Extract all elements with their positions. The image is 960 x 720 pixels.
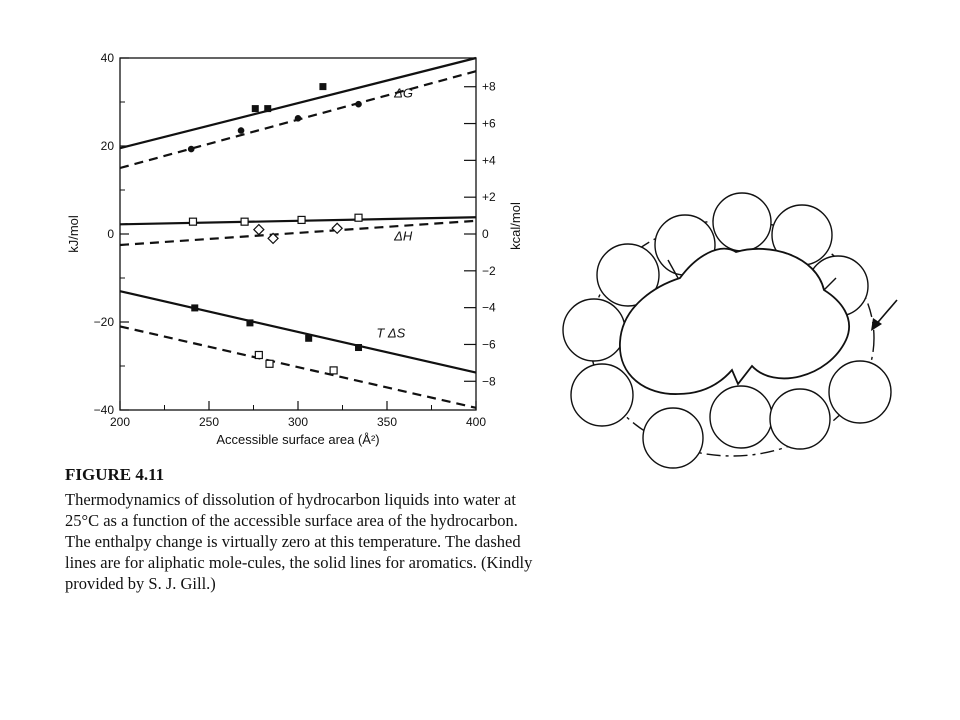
data-point (241, 218, 248, 225)
plot-frame (120, 58, 476, 410)
x-tick-label: 300 (287, 415, 309, 429)
data-point (264, 105, 271, 112)
y-right-tick-label: +2 (482, 190, 496, 205)
water-circle (643, 408, 703, 468)
water-circle (713, 193, 771, 251)
series-line (120, 326, 476, 407)
data-point (252, 105, 259, 112)
caption-heading: FIGURE 4.11 (65, 465, 165, 484)
series-annotation: ΔG (394, 85, 413, 101)
y-right-tick-label: −8 (482, 374, 496, 389)
y-right-tick-label: −4 (482, 300, 496, 315)
series-line (120, 58, 476, 148)
y-right-tick-label: 0 (482, 227, 489, 241)
data-point (332, 223, 342, 233)
x-tick-label: 400 (465, 415, 487, 429)
x-tick-label: 350 (376, 415, 398, 429)
water-circle (571, 364, 633, 426)
data-point (188, 146, 195, 153)
y-left-tick-label: 40 (100, 51, 114, 65)
water-circle (829, 361, 891, 423)
data-point (355, 214, 362, 221)
data-point (254, 225, 264, 235)
thermodynamics-chart (0, 0, 540, 460)
data-point (305, 335, 312, 342)
y-right-tick-label: +8 (482, 79, 496, 94)
series-annotation: ΔH (394, 228, 413, 244)
series-lines (120, 58, 476, 408)
data-point (255, 352, 262, 359)
x-tick-label: 200 (109, 415, 131, 429)
data-point (238, 127, 245, 134)
series-line (120, 221, 476, 245)
data-point (319, 83, 326, 90)
molecule-cavity-diagram (560, 190, 900, 480)
y-left-tick-label: −40 (93, 403, 114, 417)
data-point (330, 367, 337, 374)
series-annotations (376, 86, 413, 341)
series-line (120, 291, 476, 372)
water-circle (563, 299, 625, 361)
y-left-tick-label: 20 (100, 139, 114, 153)
water-circle (710, 386, 772, 448)
y-right-tick-label: +4 (482, 153, 496, 168)
tick-labels (94, 51, 496, 429)
x-axis-label: Accessible surface area (Å²) (216, 432, 380, 447)
y-right-tick-label: +6 (482, 116, 496, 131)
y-axis-label-right: kcal/mol (508, 202, 523, 250)
data-point (298, 216, 305, 223)
y-left-tick-label: 0 (107, 227, 114, 241)
data-point (191, 304, 198, 311)
series-points (188, 83, 362, 374)
data-point (189, 218, 196, 225)
y-axis-label-left: kJ/mol (66, 215, 81, 253)
data-point (295, 115, 302, 122)
data-point (246, 319, 253, 326)
data-point (355, 344, 362, 351)
series-annotation: T ΔS (376, 325, 406, 341)
y-right-tick-label: −6 (482, 337, 496, 352)
y-left-tick-label: −20 (93, 315, 114, 329)
data-point (355, 101, 362, 108)
x-tick-label: 250 (198, 415, 220, 429)
caption-body: Thermodynamics of dissolution of hydrocarbon liquids into water at 25°C as a function of the accessible surface area of the hydrocarbon. The enthalpy change is virtually zero at this temperature. The dashed lines are for aliphatic mole-cules, the solid lines for aromatics. (Kindly provided by S. J. Gill.) (65, 490, 533, 593)
water-circle (770, 389, 830, 449)
y-right-tick-label: −2 (482, 263, 496, 278)
figure-caption (65, 465, 535, 594)
axis-ticks (120, 58, 476, 410)
data-point (266, 360, 273, 367)
